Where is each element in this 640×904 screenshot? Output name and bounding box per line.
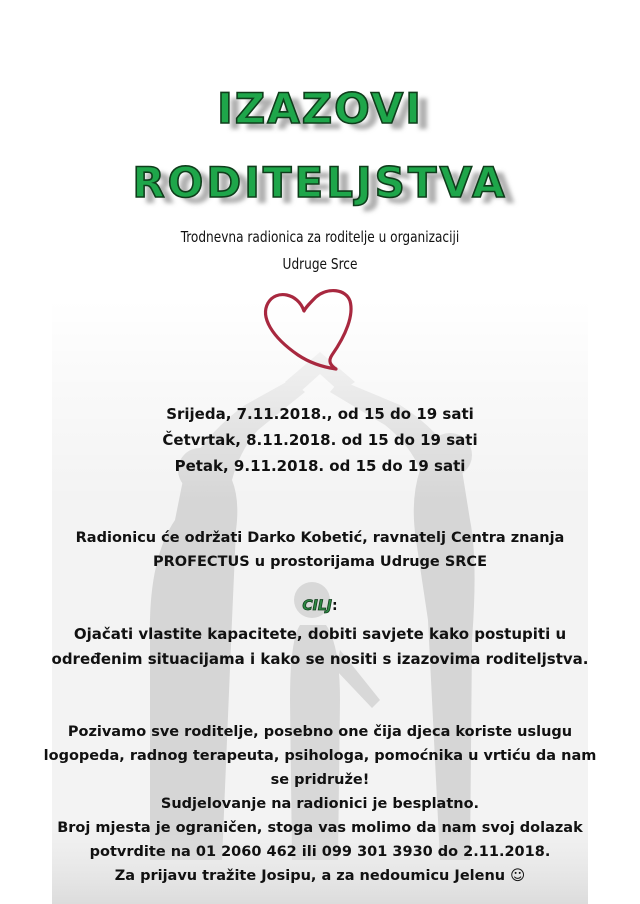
host-line-1: Radionicu će održati Darko Kobetić, ravnatelj Centra znanja bbox=[75, 530, 565, 546]
invitation-line-2: logopeda, radnog terapeuta, psihologa, pomoćnika u vrtiću da nam bbox=[43, 748, 597, 764]
invitation-line-5: Broj mjesta je ograničen, stoga vas molimo da nam svoj dolazak bbox=[57, 820, 583, 836]
goal-line-2: određenim situacijama i kako se nositi s izazovima roditeljstva. bbox=[51, 650, 589, 668]
poster-subtitle-line1: Trodnevna radionica za roditelje u organizaciji bbox=[180, 228, 460, 246]
goal-heading-word: CILJ bbox=[302, 598, 332, 614]
invitation-line-1: Pozivamo sve roditelje, posebno one čija djeca koriste uslugu bbox=[67, 724, 573, 740]
poster-title-line1: IZAZOVI bbox=[217, 84, 423, 133]
date-line-1: Srijeda, 7.11.2018., od 15 do 19 sati bbox=[166, 405, 474, 423]
invitation-line-4: Sudjelovanje na radionici je besplatno. bbox=[160, 796, 480, 812]
heart-speech-bubble-icon bbox=[258, 285, 358, 375]
goal-heading-colon: : bbox=[332, 598, 338, 614]
host-line-2: PROFECTUS u prostorijama Udruge SRCE bbox=[153, 554, 487, 570]
invitation-line-6: potvrdite na 01 2060 462 ili 099 301 3930 do 2.11.2018. bbox=[89, 844, 551, 860]
poster-title-line2: RODITELJSTVA bbox=[132, 158, 508, 207]
date-line-3: Petak, 9.11.2018. od 15 do 19 sati bbox=[174, 457, 466, 475]
goal-heading bbox=[0, 598, 640, 614]
invitation-line-3: se pridruže! bbox=[270, 772, 370, 788]
poster-subtitle-line2: Udruge Srce bbox=[282, 255, 358, 273]
date-line-2: Četvrtak, 8.11.2018. od 15 do 19 sati bbox=[162, 431, 478, 449]
goal-line-1: Ojačati vlastite kapacitete, dobiti savjete kako postupiti u bbox=[73, 625, 567, 643]
invitation-line-7: Za prijavu tražite Josipu, a za nedoumicu Jelenu ☺ bbox=[114, 868, 526, 884]
